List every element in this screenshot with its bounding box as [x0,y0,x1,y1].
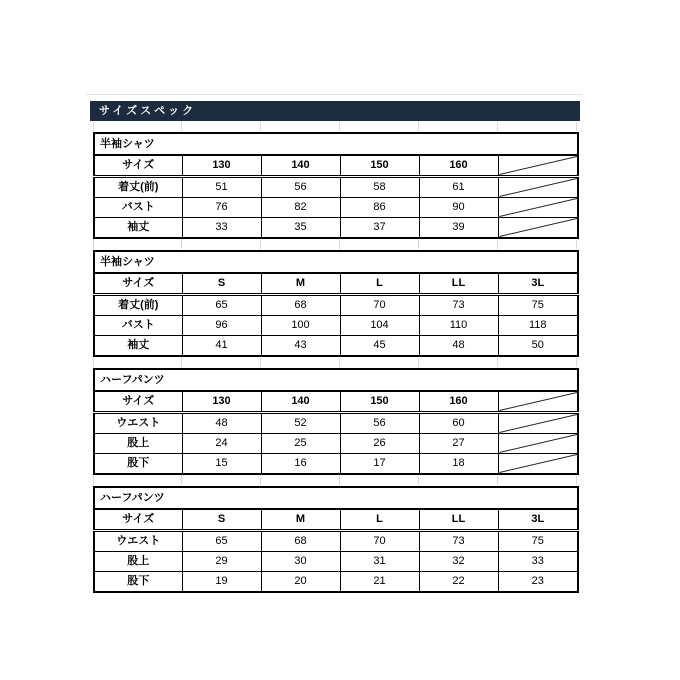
cell-value: 41 [182,336,261,357]
cell-value: 39 [419,218,498,239]
na-diagonal-cell [498,454,578,475]
cell-value: 31 [340,552,419,572]
cell-value: 65 [182,531,261,552]
cell-value: 68 [261,531,340,552]
size-value: L [340,273,419,295]
cell-value: 73 [419,295,498,316]
cell-value: 75 [498,295,578,316]
table-title-row [94,487,578,509]
cell-value: 24 [182,434,261,454]
cell-value: 25 [261,434,340,454]
background-grid-tick [93,240,94,249]
cell-value: 65 [182,295,261,316]
background-grid-tick [576,358,577,367]
table-title-row [94,251,578,273]
size-value: S [182,273,261,295]
table-title: 半袖シャツ [94,133,578,155]
background-grid-tick [260,240,261,249]
background-grid-tick [93,476,94,485]
background-grid-tick [260,476,261,485]
measurement-row [94,218,578,239]
cell-value: 22 [419,572,498,593]
row-label: 袖丈 [94,218,182,239]
cell-value: 30 [261,552,340,572]
table-gap [93,357,577,368]
cell-value: 37 [340,218,419,239]
na-diagonal-cell [498,198,578,218]
size-header-row [94,155,578,177]
cell-value: 29 [182,552,261,572]
table-title: ハーフパンツ [94,487,578,509]
cell-value: 19 [182,572,261,593]
cell-value: 58 [340,177,419,198]
background-grid-tick [497,122,498,131]
table-title-row [94,133,578,155]
background-gridline [86,94,582,95]
background-grid-tick [576,476,577,485]
background-grid-tick [181,358,182,367]
table-title: ハーフパンツ [94,369,578,391]
size-value: 140 [261,155,340,177]
size-spec-table-4 [93,486,579,593]
background-grid-tick [260,358,261,367]
cell-value: 86 [340,198,419,218]
table-gap [93,239,577,250]
cell-value: 48 [419,336,498,357]
background-grid-tick [497,476,498,485]
size-header-row [94,391,578,413]
row-label: 股上 [94,434,182,454]
cell-value: 32 [419,552,498,572]
size-header-row [94,509,578,531]
cell-value: 33 [182,218,261,239]
na-diagonal-cell [498,177,578,198]
cell-value: 75 [498,531,578,552]
measurement-row [94,295,578,316]
background-grid-tick [181,122,182,131]
size-spec-table-1 [93,132,579,239]
measurement-row [94,552,578,572]
cell-value: 96 [182,316,261,336]
cell-value: 52 [261,413,340,434]
row-label: サイズ [94,273,182,295]
cell-value: 20 [261,572,340,593]
row-label: サイズ [94,155,182,177]
size-value: 150 [340,391,419,413]
row-label: サイズ [94,509,182,531]
size-value: M [261,273,340,295]
measurement-row [94,413,578,434]
table-gap [93,475,577,486]
cell-value: 50 [498,336,578,357]
row-label: 袖丈 [94,336,182,357]
background-grid-tick [339,358,340,367]
measurement-row [94,177,578,198]
row-label: バスト [94,198,182,218]
cell-value: 104 [340,316,419,336]
cell-value: 90 [419,198,498,218]
background-grid-tick [576,122,577,131]
cell-value: 23 [498,572,578,593]
cell-value: 16 [261,454,340,475]
measurement-row [94,572,578,593]
background-grid-tick [181,240,182,249]
cell-value: 76 [182,198,261,218]
size-value: M [261,509,340,531]
cell-value: 100 [261,316,340,336]
row-label: 股下 [94,572,182,593]
cell-value: 27 [419,434,498,454]
section-title: サイズスペック [99,105,197,117]
row-label: 着丈(前) [94,295,182,316]
cell-value: 56 [261,177,340,198]
cell-value: 18 [419,454,498,475]
measurement-row [94,531,578,552]
na-diagonal-cell [498,218,578,239]
measurement-row [94,434,578,454]
size-value: LL [419,273,498,295]
row-label: ウエスト [94,413,182,434]
background-grid-tick [497,358,498,367]
na-diagonal-cell [498,155,578,177]
size-header-row [94,273,578,295]
measurement-row [94,198,578,218]
cell-value: 33 [498,552,578,572]
na-diagonal-cell [498,413,578,434]
background-grid-tick [418,358,419,367]
cell-value: 35 [261,218,340,239]
size-value: 3L [498,509,578,531]
cell-value: 68 [261,295,340,316]
cell-value: 73 [419,531,498,552]
cell-value: 70 [340,531,419,552]
measurement-row [94,336,578,357]
background-grid-tick [418,122,419,131]
cell-value: 43 [261,336,340,357]
cell-value: 21 [340,572,419,593]
size-value: 160 [419,155,498,177]
measurement-row [94,316,578,336]
size-spec-table-3 [93,368,579,475]
cell-value: 56 [340,413,419,434]
size-value: 130 [182,391,261,413]
cell-value: 51 [182,177,261,198]
size-value: L [340,509,419,531]
background-grid-tick [181,476,182,485]
size-value: 130 [182,155,261,177]
background-grid-tick [260,122,261,131]
row-label: 股下 [94,454,182,475]
cell-value: 82 [261,198,340,218]
na-diagonal-cell [498,391,578,413]
size-value: LL [419,509,498,531]
table-title-row [94,369,578,391]
row-label: 股上 [94,552,182,572]
size-value: 3L [498,273,578,295]
cell-value: 110 [419,316,498,336]
background-grid-tick [339,240,340,249]
cell-value: 17 [340,454,419,475]
size-value: S [182,509,261,531]
measurement-row [94,454,578,475]
cell-value: 70 [340,295,419,316]
table-gap [93,121,577,132]
na-diagonal-cell [498,434,578,454]
background-grid-tick [93,358,94,367]
background-grid-tick [497,240,498,249]
background-grid-tick [418,240,419,249]
cell-value: 26 [340,434,419,454]
row-label: バスト [94,316,182,336]
background-grid-tick [418,476,419,485]
row-label: 着丈(前) [94,177,182,198]
background-grid-tick [339,476,340,485]
size-value: 140 [261,391,340,413]
cell-value: 60 [419,413,498,434]
table-title: 半袖シャツ [94,251,578,273]
cell-value: 48 [182,413,261,434]
background-grid-tick [93,122,94,131]
row-label: ウエスト [94,531,182,552]
cell-value: 118 [498,316,578,336]
size-value: 160 [419,391,498,413]
size-tables-container [93,121,577,593]
size-value: 150 [340,155,419,177]
row-label: サイズ [94,391,182,413]
section-header-bar [90,101,580,121]
size-spec-table-2 [93,250,579,357]
cell-value: 15 [182,454,261,475]
background-grid-tick [339,122,340,131]
cell-value: 61 [419,177,498,198]
cell-value: 45 [340,336,419,357]
background-grid-tick [576,240,577,249]
